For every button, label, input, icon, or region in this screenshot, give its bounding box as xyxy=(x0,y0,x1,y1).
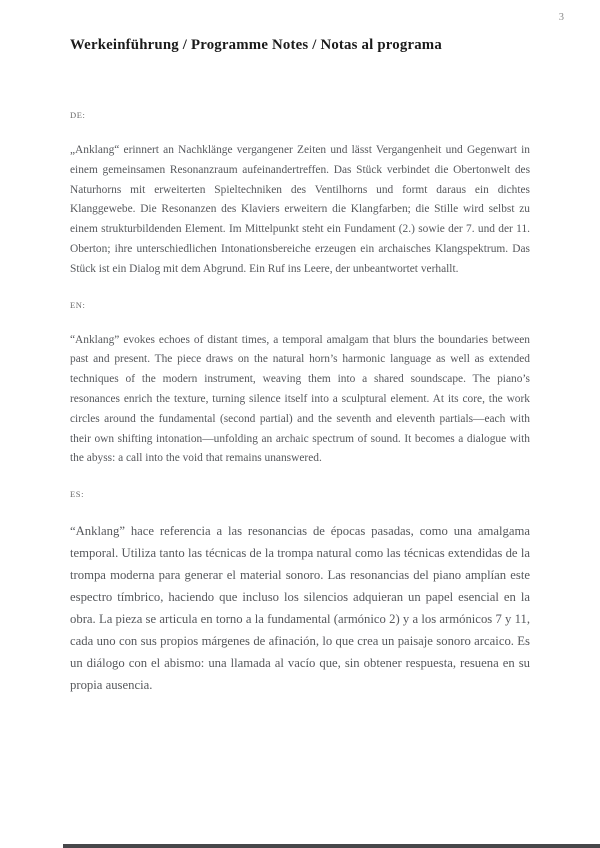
page-number: 3 xyxy=(558,12,564,23)
section-es xyxy=(70,489,530,696)
page-bottom-edge xyxy=(63,844,600,848)
page-title: Werkeinführung / Programme Notes / Notas al programa xyxy=(70,37,442,53)
section-en xyxy=(70,300,530,470)
paragraph-de: „Anklang“ erinnert an Nachklänge vergangener Zeiten und lässt Vergangenheit und Gegenwart in einem gemeinsamen Resonanzraum aufeinandertreffen. Das Stück verbindet die Obertonwelt des Naturhorns mit erweiterten Spieltechniken des Ventilhorns und formt daraus ein dichtes Klanggewebe. Die Resonanzen des Klaviers erweitern die Klangfarben; die Stille wird selbst zu einem strukturbildenden Element. Im Mittelpunkt steht ein Fundament (2.) sowie der 7. und der 11. Oberton; ihre unterschiedlichen Intonationsbereiche erzeugen ein archaisches Klangspektrum. Das Stück ist ein Dialog mit dem Abgrund. Ein Ruf ins Leere, der unbeantwortet verhallt. xyxy=(70,144,530,275)
paragraph-en: “Anklang” evokes echoes of distant times, a temporal amalgam that blurs the boundaries between past and present. The piece draws on the natural horn’s harmonic language as well as extended techniques of the modern instrument, weaving them into a shared soundscape. The piano’s resonances enrich the texture, turning silence itself into a sculptural element. At its core, the work circles around the fundamental (second partial) and the seventh and eleventh partials—each with their own shifting intonation—unfolding an archaic spectrum of sound. It becomes a dialogue with the abyss: a call into the void that remains unanswered. xyxy=(70,333,530,465)
page-content xyxy=(70,36,530,696)
section-label-en: EN: xyxy=(70,299,86,310)
section-de xyxy=(70,110,530,280)
section-label-de: DE: xyxy=(70,110,86,120)
section-label-es: ES: xyxy=(70,489,85,500)
paragraph-es: “Anklang” hace referencia a las resonancias de épocas pasadas, como una amalgama temporal. Utiliza tanto las técnicas de la trompa natural como las técnicas extendidas de la trompa moderna para generar el material sonoro. Las resonancias del piano amplían este espectro tímbrico, haciendo que incluso los silencios adquieran un papel esencial en la obra. La pieza se articula en torno a la fundamental (armónico 2) y a los armónicos 7 y 11, cada uno con sus propios márgenes de afinación, lo que crea un paisaje sonoro arcaico. Es un diálogo con el abismo: una llamada al vacío que, sin obtener respuesta, resuena en su propia ausencia. xyxy=(70,524,530,693)
